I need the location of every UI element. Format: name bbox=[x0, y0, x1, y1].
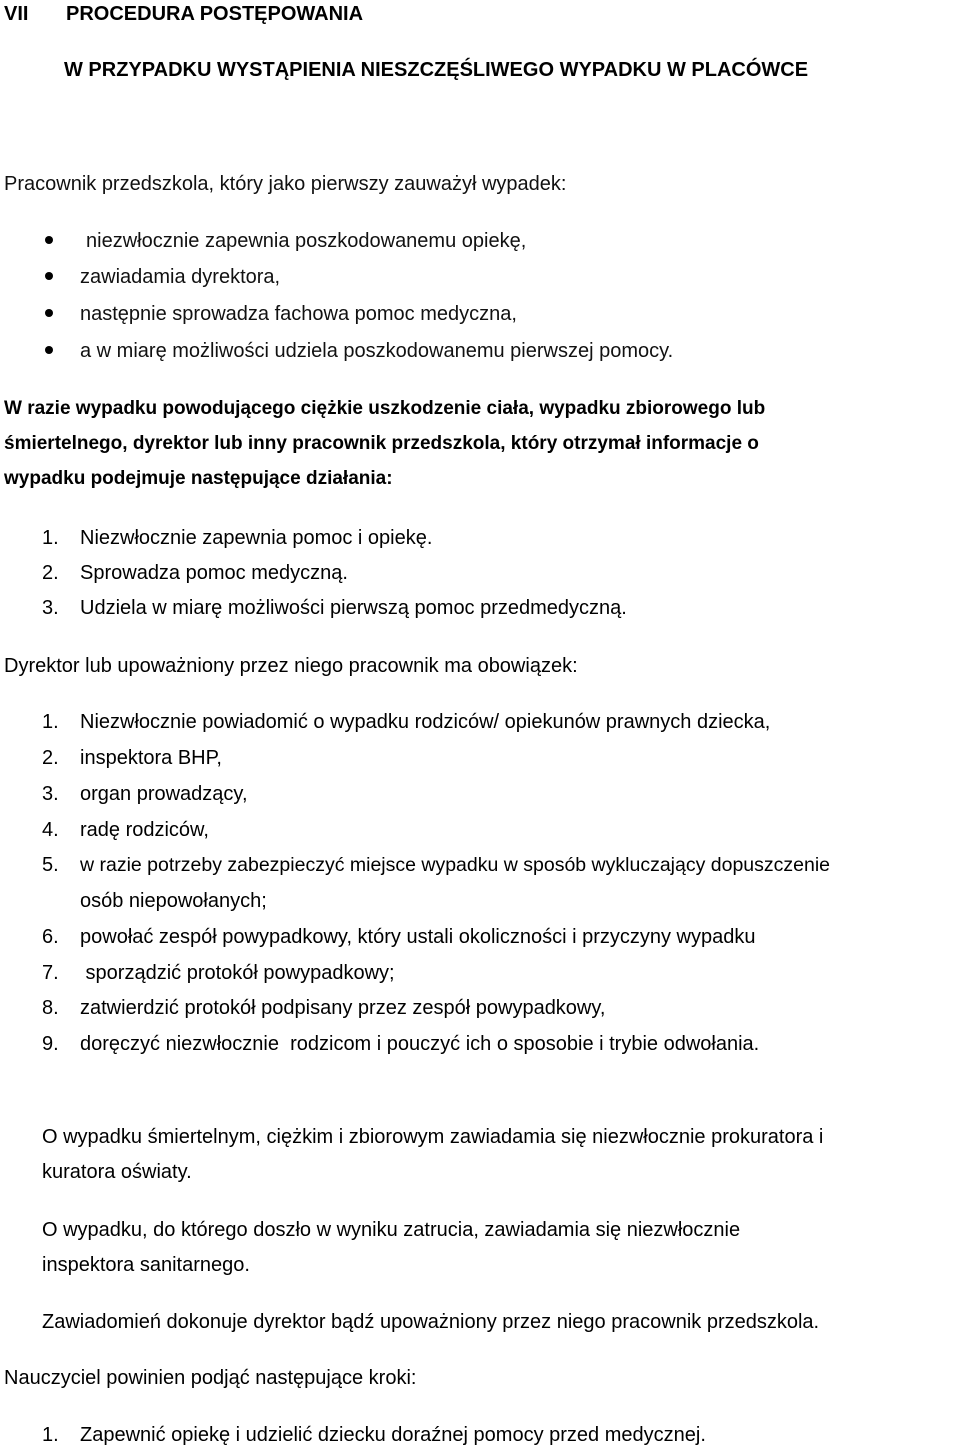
bullet-icon bbox=[45, 309, 53, 317]
page-subtitle: W PRZYPADKU WYSTĄPIENIA NIESZCZĘŚLIWEGO WYPADKU W PLACÓWCE bbox=[64, 59, 809, 81]
list-item: sporządzić protokół powypadkowy; bbox=[80, 962, 395, 984]
bullet-item: niezwłocznie zapewnia poszkodowanemu opiekę, bbox=[86, 230, 527, 252]
list-item: radę rodziców, bbox=[80, 819, 209, 841]
bold-paragraph-line: śmiertelnego, dyrektor lub inny pracownik przedszkola, który otrzymał informacje o bbox=[4, 433, 759, 454]
list-number: 7. bbox=[42, 962, 59, 984]
notice-poison: O wypadku, do którego doszło w wyniku zatrucia, zawiadamia się niezwłocznie bbox=[42, 1219, 741, 1241]
intro-text: Pracownik przedszkola, który jako pierwszy zauważył wypadek: bbox=[4, 173, 567, 195]
bold-paragraph-line: wypadku podejmuje następujące działania: bbox=[4, 468, 393, 489]
bullet-item: następnie sprowadza fachowa pomoc medyczna, bbox=[80, 303, 517, 325]
teacher-intro: Nauczyciel powinien podjąć następujące kroki: bbox=[4, 1367, 417, 1389]
list-item: Sprowadza pomoc medyczną. bbox=[80, 562, 348, 584]
bullet-icon bbox=[45, 346, 53, 354]
list-number: 3. bbox=[42, 783, 59, 805]
list-number: 2. bbox=[42, 562, 59, 584]
list-number: 1. bbox=[42, 1424, 59, 1446]
notice-fatal-continuation: kuratora oświaty. bbox=[42, 1161, 192, 1183]
list-item: Udziela w miarę możliwości pierwszą pomoc przedmedyczną. bbox=[80, 597, 627, 619]
list-number: 4. bbox=[42, 819, 59, 841]
list-number: 3. bbox=[42, 597, 59, 619]
list-item: Niezwłocznie zapewnia pomoc i opiekę. bbox=[80, 527, 433, 549]
list-number: 2. bbox=[42, 747, 59, 769]
list-number: 1. bbox=[42, 711, 59, 733]
bullet-icon bbox=[45, 236, 53, 244]
list-item-continuation: osób niepowołanych; bbox=[80, 890, 267, 912]
list-number: 5. bbox=[42, 854, 59, 876]
list-item: doręczyć niezwłocznie rodzicom i pouczyć ich o sposobie i trybie odwołania. bbox=[80, 1033, 760, 1055]
notice-notify: Zawiadomień dokonuje dyrektor bądź upoważniony przez niego pracownik przedszkola. bbox=[42, 1311, 820, 1333]
list-number: 6. bbox=[42, 926, 59, 948]
bold-paragraph-line: W razie wypadku powodującego ciężkie uszkodzenie ciała, wypadku zbiorowego lub bbox=[4, 398, 766, 419]
list-item: zatwierdzić protokół podpisany przez zespół powypadkowy, bbox=[80, 997, 606, 1019]
list-item: organ prowadzący, bbox=[80, 783, 248, 805]
director-intro: Dyrektor lub upoważniony przez niego pracownik ma obowiązek: bbox=[4, 655, 578, 677]
list-item: powołać zespół powypadkowy, który ustali okoliczności i przyczyny wypadku bbox=[80, 926, 756, 948]
list-number: 1. bbox=[42, 527, 59, 549]
list-item: inspektora BHP, bbox=[80, 747, 222, 769]
bullet-icon bbox=[45, 272, 53, 280]
list-item: Niezwłocznie powiadomić o wypadku rodziców/ opiekunów prawnych dziecka, bbox=[80, 711, 771, 733]
section-number: VII bbox=[4, 3, 29, 25]
list-item: Zapewnić opiekę i udzielić dziecku doraźnej pomocy przed medycznej. bbox=[80, 1424, 706, 1446]
page-title: PROCEDURA POSTĘPOWANIA bbox=[66, 3, 364, 25]
list-number: 8. bbox=[42, 997, 59, 1019]
list-item: w razie potrzeby zabezpieczyć miejsce wypadku w sposób wykluczający dopuszczenie bbox=[80, 854, 831, 876]
bullet-item: a w miarę możliwości udziela poszkodowanemu pierwszej pomocy. bbox=[80, 340, 674, 362]
notice-poison-continuation: inspektora sanitarnego. bbox=[42, 1254, 250, 1276]
list-number: 9. bbox=[42, 1033, 59, 1055]
bullet-item: zawiadamia dyrektora, bbox=[80, 266, 281, 288]
notice-fatal: O wypadku śmiertelnym, ciężkim i zbiorowym zawiadamia się niezwłocznie prokuratora i bbox=[42, 1126, 824, 1148]
